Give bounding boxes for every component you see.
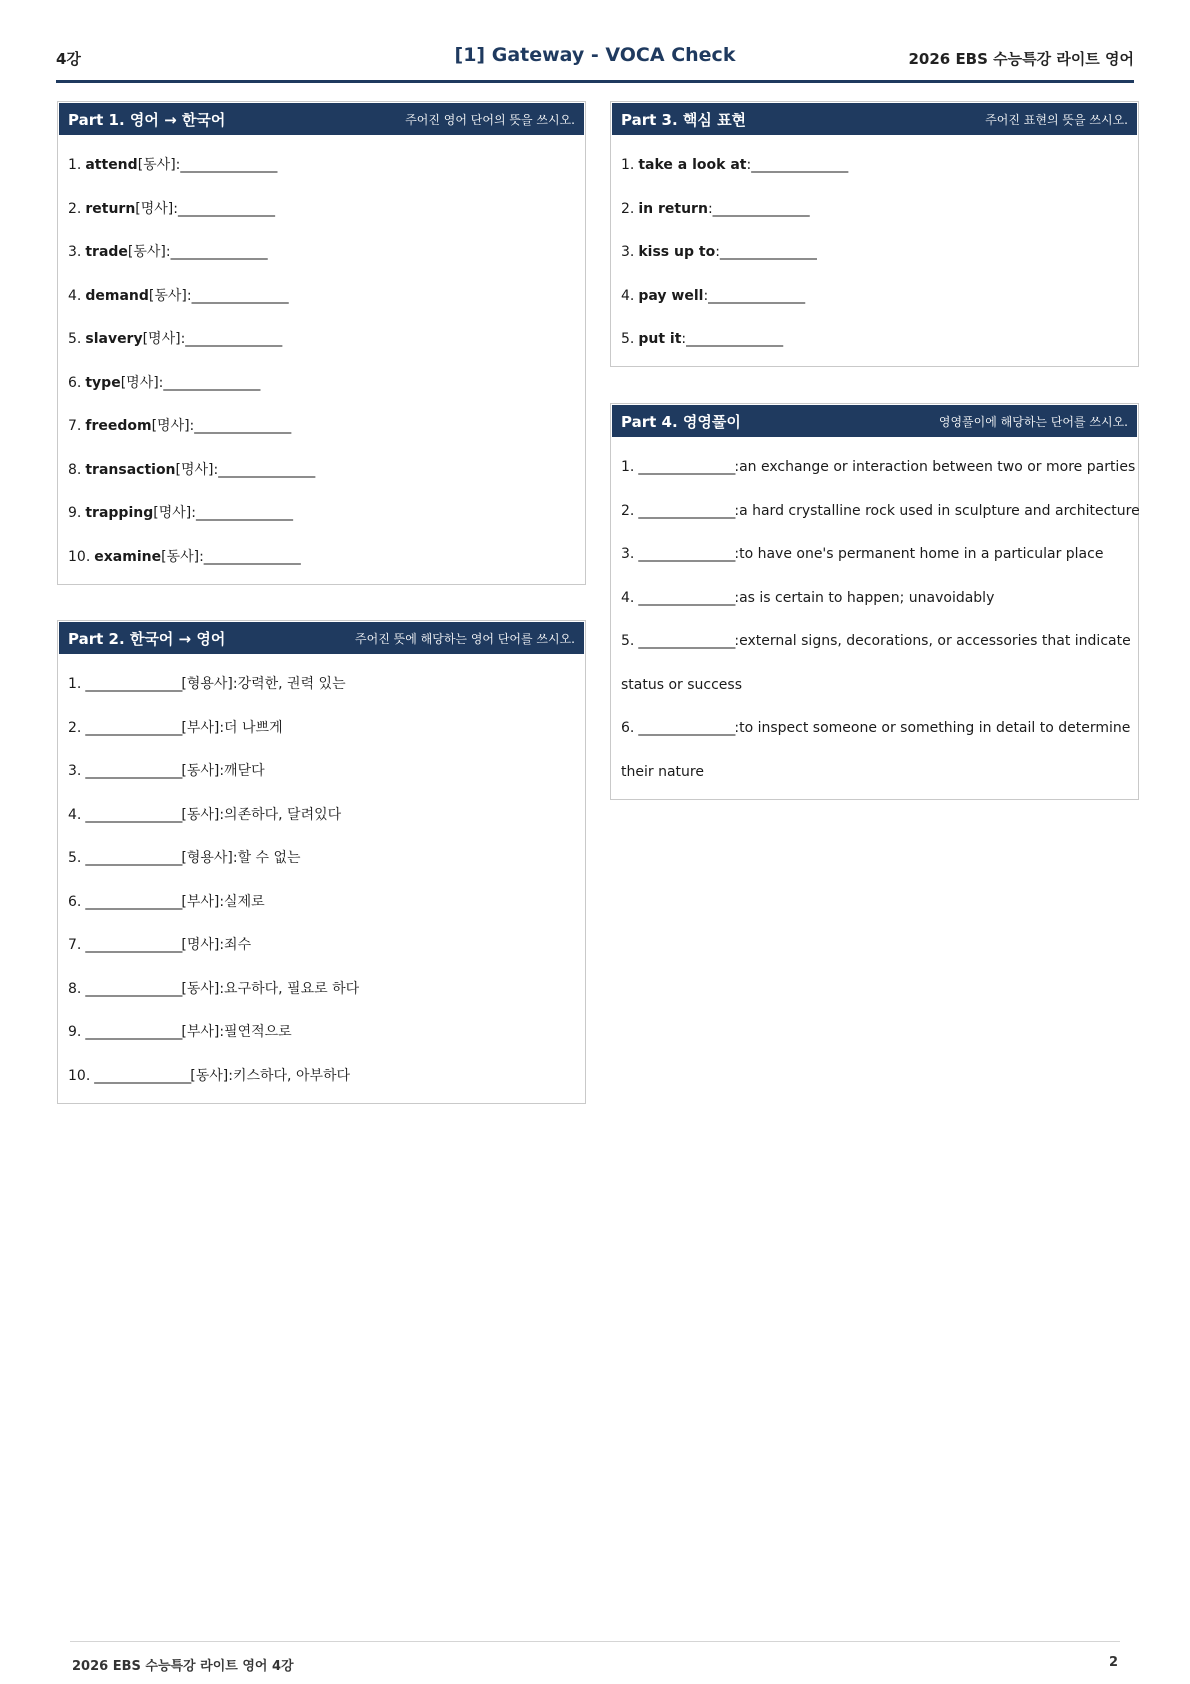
vocab-word: trapping (85, 505, 154, 521)
part4-instruction: 영영풀이에 해당하는 단어를 쓰시오. (938, 415, 1128, 429)
part3-panel (610, 101, 1139, 367)
korean-meaning: [동사]:깨닫다 (181, 763, 265, 779)
item-number: 1. (68, 676, 82, 692)
answer-blank[interactable]: ________________ (85, 719, 182, 736)
vocab-word: attend (85, 157, 138, 173)
definition-continued-text: their nature (621, 763, 704, 780)
part2-panel (57, 620, 586, 1104)
list-item (68, 231, 575, 275)
part1-panel (57, 101, 586, 585)
part-of-speech: [명사]: (135, 200, 178, 217)
list-item (68, 318, 575, 362)
item-number: 4. (68, 287, 82, 304)
english-definition: :a hard crystalline rock used in sculpture and architecture (734, 502, 1140, 519)
part2-header (59, 622, 584, 654)
list-item (68, 837, 575, 881)
key-phrase: take a look at (638, 157, 747, 173)
part3-items (611, 136, 1138, 368)
item-number: 6. (68, 893, 82, 910)
separator: : (746, 157, 752, 173)
item-number: 4. (621, 589, 635, 606)
definition-continuation (621, 664, 1128, 708)
part-of-speech: [동사]: (127, 244, 171, 260)
vocab-word: examine (94, 548, 162, 565)
answer-blank[interactable]: ________________ (85, 850, 182, 866)
part2-title: Part 2. 한국어 → 영어 (68, 630, 226, 648)
answer-blank[interactable]: ________________ (85, 806, 182, 823)
part3-title: Part 3. 핵심 표현 (621, 111, 747, 129)
vocab-word: return (85, 200, 136, 217)
item-number: 10. (68, 1067, 91, 1084)
list-item (68, 1011, 575, 1055)
item-number: 2. (621, 200, 635, 217)
list-item (621, 144, 1128, 188)
answer-blank[interactable]: ________________ (85, 763, 182, 779)
key-phrase: put it (638, 331, 682, 347)
english-definition: :to have one's permanent home in a particular place (734, 546, 1104, 562)
list-item (621, 231, 1128, 275)
list-item (621, 446, 1136, 490)
part1-header (59, 103, 584, 135)
list-item (621, 577, 1128, 621)
part3-instruction: 주어진 표현의 뜻을 쓰시오. (985, 113, 1128, 127)
list-item (68, 707, 575, 751)
item-number: 7. (68, 937, 82, 953)
answer-blank[interactable]: ________________ (686, 331, 783, 347)
list-item (68, 536, 575, 580)
vocab-word: type (85, 374, 121, 391)
item-number: 5. (621, 331, 635, 347)
item-number: 1. (621, 157, 635, 173)
separator: : (715, 244, 720, 260)
answer-blank[interactable]: ________________ (712, 200, 809, 217)
answer-blank[interactable]: ________________ (85, 676, 182, 692)
korean-meaning: [동사]:요구하다, 필요로 하다 (181, 980, 360, 997)
list-item (68, 663, 575, 707)
item-number: 10. (68, 548, 91, 565)
answer-blank[interactable]: ________________ (85, 893, 182, 910)
key-phrase: pay well (638, 287, 704, 304)
list-item (68, 405, 575, 449)
item-number: 1. (68, 157, 82, 173)
list-item (68, 492, 575, 536)
list-item (68, 275, 575, 319)
separator: : (703, 287, 709, 304)
list-item (621, 318, 1128, 362)
item-number: 6. (68, 374, 82, 391)
item-number: 2. (621, 502, 635, 519)
part1-instruction: 주어진 영어 단어의 뜻을 쓰시오. (405, 113, 575, 127)
answer-blank[interactable]: ________________ (719, 244, 816, 260)
korean-meaning: [부사]:더 나쁘게 (181, 719, 283, 736)
part4-header (612, 405, 1137, 437)
korean-meaning: [부사]:실제로 (181, 893, 265, 910)
vocab-word: demand (85, 287, 149, 304)
english-definition: :an exchange or interaction between two or more parties (734, 459, 1136, 475)
korean-meaning: [동사]:키스하다, 아부하다 (190, 1067, 351, 1084)
item-number: 7. (68, 418, 82, 434)
part1-title: Part 1. 영어 → 한국어 (68, 111, 226, 129)
item-number: 3. (621, 244, 635, 260)
page-header (56, 44, 1134, 83)
part-of-speech: [동사]: (161, 548, 204, 565)
answer-blank[interactable]: ________________ (195, 505, 292, 521)
vocab-word: freedom (85, 418, 152, 434)
answer-blank[interactable]: ________________ (163, 374, 260, 391)
book-title: 2026 EBS 수능특강 라이트 영어 (908, 50, 1134, 68)
english-definition: :as is certain to happen; unavoidably (734, 589, 995, 606)
item-number: 8. (68, 461, 82, 478)
answer-blank[interactable]: ________________ (218, 461, 315, 478)
list-item (68, 750, 575, 794)
answer-blank[interactable]: ________________ (203, 548, 300, 565)
part-of-speech: [명사]: (175, 461, 219, 478)
footer-label: 2026 EBS 수능특강 라이트 영어 4강 (72, 1659, 294, 1674)
list-item (68, 968, 575, 1012)
page-footer (70, 1641, 1120, 1676)
answer-blank[interactable]: ________________ (708, 287, 805, 304)
answer-blank[interactable]: ________________ (751, 157, 848, 173)
item-number: 5. (68, 850, 82, 866)
page-number: 2 (1108, 1655, 1118, 1670)
list-item (68, 362, 575, 406)
part2-instruction: 주어진 뜻에 해당하는 영어 단어를 쓰시오. (355, 632, 575, 646)
korean-meaning: [형용사]:할 수 없는 (181, 850, 301, 866)
answer-blank[interactable]: ________________ (638, 459, 735, 475)
part4-title: Part 4. 영영풀이 (621, 413, 741, 431)
answer-blank[interactable]: ________________ (638, 502, 735, 519)
list-item (68, 794, 575, 838)
answer-blank[interactable]: ________________ (178, 200, 274, 217)
item-number: 5. (68, 331, 82, 347)
english-definition: :to inspect someone or something in detail to determine (734, 720, 1131, 736)
answer-blank[interactable]: ________________ (191, 287, 288, 304)
korean-meaning: [동사]:의존하다, 달려있다 (181, 806, 342, 823)
part-of-speech: [명사]: (151, 418, 195, 434)
vocab-word: slavery (85, 331, 143, 347)
answer-blank[interactable]: ________________ (194, 418, 291, 434)
item-number: 4. (621, 287, 635, 304)
item-number: 4. (68, 806, 82, 823)
answer-blank[interactable]: ________________ (638, 633, 735, 649)
list-item (621, 188, 1128, 232)
item-number: 5. (621, 633, 635, 649)
item-number: 9. (68, 1024, 82, 1040)
korean-meaning: [명사]:죄수 (181, 937, 252, 953)
english-definition: :external signs, decorations, or accessories that indicate (734, 633, 1131, 649)
answer-blank[interactable]: ________________ (185, 331, 282, 347)
part-of-speech: [동사]: (148, 287, 192, 304)
item-number: 2. (68, 200, 82, 217)
list-item (68, 924, 575, 968)
korean-meaning: [형용사]:강력한, 권력 있는 (181, 676, 346, 692)
definition-continuation (621, 751, 1128, 795)
list-item (621, 707, 1131, 751)
item-number: 2. (68, 719, 82, 736)
part-of-speech: [명사]: (153, 505, 196, 521)
part3-header (612, 103, 1137, 135)
key-phrase: kiss up to (638, 244, 716, 260)
lesson-label: 4강 (56, 50, 81, 68)
korean-meaning: [부사]:필연적으로 (181, 1024, 292, 1040)
item-number: 3. (68, 244, 82, 260)
list-item (68, 449, 575, 493)
answer-blank[interactable]: ________________ (85, 1024, 182, 1040)
part-of-speech: [동사]: (137, 157, 181, 173)
list-item (68, 881, 575, 925)
list-item (621, 490, 1140, 534)
key-phrase: in return (638, 200, 708, 217)
item-number: 3. (68, 763, 82, 779)
part1-items (58, 136, 585, 585)
answer-blank[interactable]: ________________ (94, 1067, 191, 1084)
part2-items (58, 655, 585, 1104)
vocab-word: trade (85, 244, 128, 260)
answer-blank[interactable]: ________________ (85, 937, 182, 953)
answer-blank[interactable]: ________________ (85, 980, 182, 997)
list-item (621, 533, 1128, 577)
answer-blank[interactable]: ________________ (638, 546, 735, 562)
item-number: 6. (621, 720, 635, 736)
item-number: 3. (621, 546, 635, 562)
list-item (68, 188, 575, 232)
answer-blank[interactable]: ________________ (180, 157, 277, 173)
item-number: 8. (68, 980, 82, 997)
part-of-speech: [명사]: (142, 331, 186, 347)
separator: : (707, 200, 713, 217)
list-item (68, 1055, 575, 1099)
list-item (621, 275, 1128, 319)
item-number: 9. (68, 505, 82, 521)
definition-continued-text: status or success (621, 676, 743, 693)
part-of-speech: [명사]: (120, 374, 164, 391)
vocab-word: transaction (85, 461, 176, 478)
list-item (621, 620, 1131, 664)
part4-items (611, 438, 1138, 800)
answer-blank[interactable]: ________________ (638, 720, 735, 736)
separator: : (681, 331, 687, 347)
part4-panel (610, 403, 1139, 800)
page-title: [1] Gateway - VOCA Check (454, 44, 736, 66)
list-item (68, 144, 575, 188)
item-number: 1. (621, 459, 635, 475)
answer-blank[interactable]: ________________ (170, 244, 267, 260)
answer-blank[interactable]: ________________ (638, 589, 735, 606)
